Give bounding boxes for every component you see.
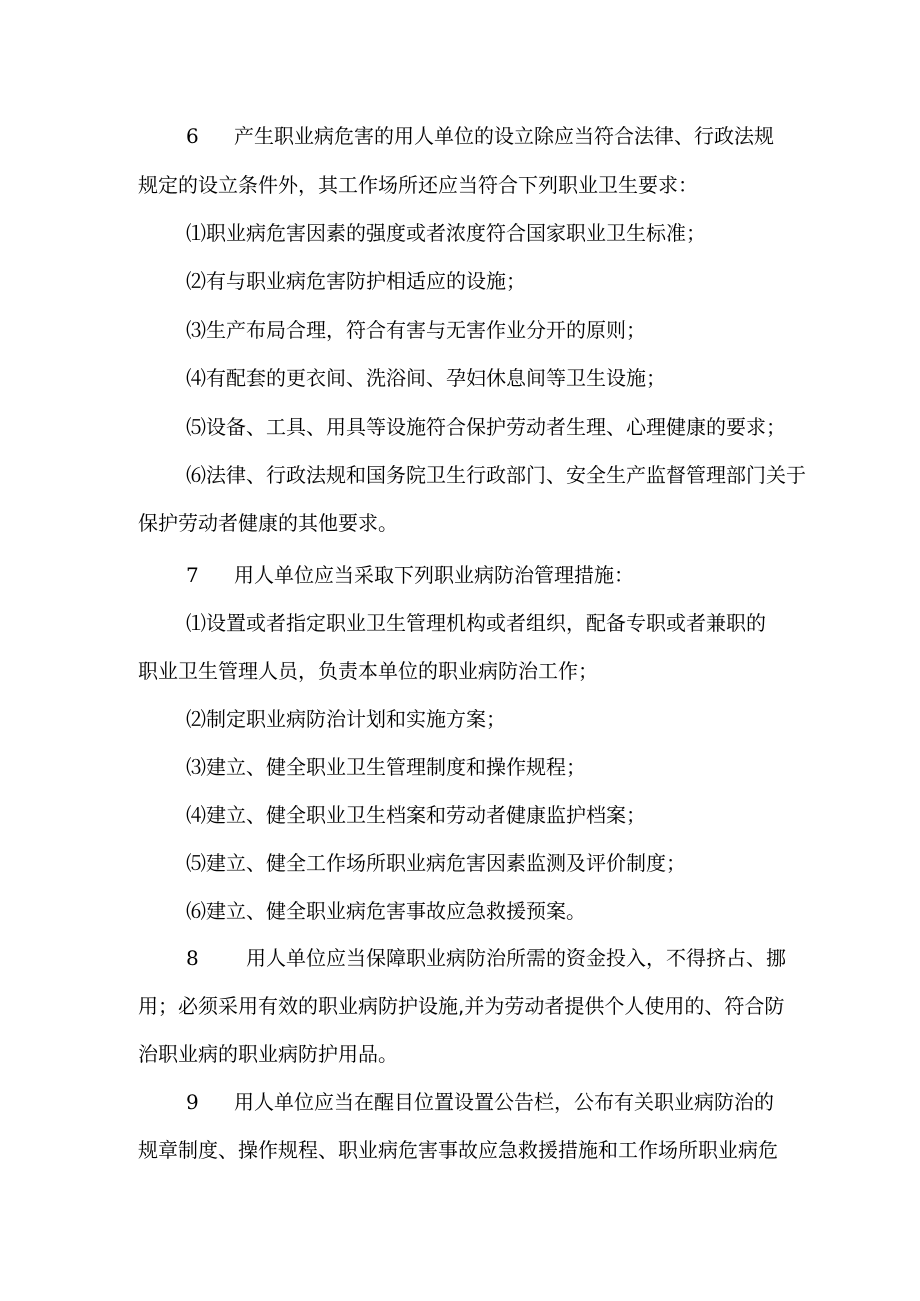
section-7-item-1: ⑴设置或者指定职业卫生管理机构或者组织，配备专职或者兼职的 [186,611,766,635]
section-6-item-3: ⑶生产布局合理，符合有害与无害作业分开的原则； [186,318,646,342]
section-8-number: 8 [186,946,199,970]
section-9-line-2: 规章制度、操作规程、职业病危害事故应急救援措施和工作场所职业病危 [138,1138,778,1162]
section-6-line-2: 规定的设立条件外，其工作场所还应当符合下列职业卫生要求： [138,173,698,197]
section-9-text-1: 用人单位应当在醒目位置设置公告栏，公布有关职业病防治的 [234,1090,774,1114]
section-6-item-1: ⑴职业病危害因素的强度或者浓度符合国家职业卫生标准； [186,221,706,245]
section-8-line-1 [186,945,786,971]
section-8-line-2: 用；必须采用有效的职业病防护设施,并为劳动者提供个人使用的、符合防 [138,994,785,1018]
section-8-line-3: 治职业病的职业病防护用品。 [138,1042,398,1066]
section-7-item-2: ⑵制定职业病防治计划和实施方案； [186,707,506,731]
section-6-item-6-cont: 保护劳动者健康的其他要求。 [138,511,398,535]
section-7-item-5: ⑸建立、健全工作场所职业病危害因素监测及评价制度； [186,851,686,875]
section-7-number: 7 [186,563,199,587]
section-9-number: 9 [186,1090,199,1114]
section-7-item-6: ⑹建立、健全职业病危害事故应急救援预案。 [186,899,586,923]
section-7-text-1: 用人单位应当采取下列职业病防治管理措施： [234,563,634,587]
section-9-line-1 [186,1089,774,1115]
section-6-number: 6 [186,124,199,148]
section-6-line-1 [186,123,774,149]
section-6-item-5: ⑸设备、工具、用具等设施符合保护劳动者生理、心理健康的要求； [186,415,786,439]
section-7-item-4: ⑷建立、健全职业卫生档案和劳动者健康监护档案； [186,803,646,827]
section-7-line-1 [186,562,634,588]
section-6-item-6: ⑹法律、行政法规和国务院卫生行政部门、安全生产监督管理部门关于 [186,463,806,487]
section-6-text-1: 产生职业病危害的用人单位的设立除应当符合法律、行政法规 [234,124,774,148]
section-6-item-2: ⑵有与职业病危害防护相适应的设施； [186,269,526,293]
section-7-item-3: ⑶建立、健全职业卫生管理制度和操作规程； [186,755,586,779]
section-8-text-1: 用人单位应当保障职业病防治所需的资金投入，不得挤占、挪 [246,946,786,970]
section-7-item-1-cont: 职业卫生管理人员，负责本单位的职业病防治工作； [138,659,598,683]
section-6-item-4: ⑷有配套的更衣间、洗浴间、孕妇休息间等卫生设施； [186,366,666,390]
